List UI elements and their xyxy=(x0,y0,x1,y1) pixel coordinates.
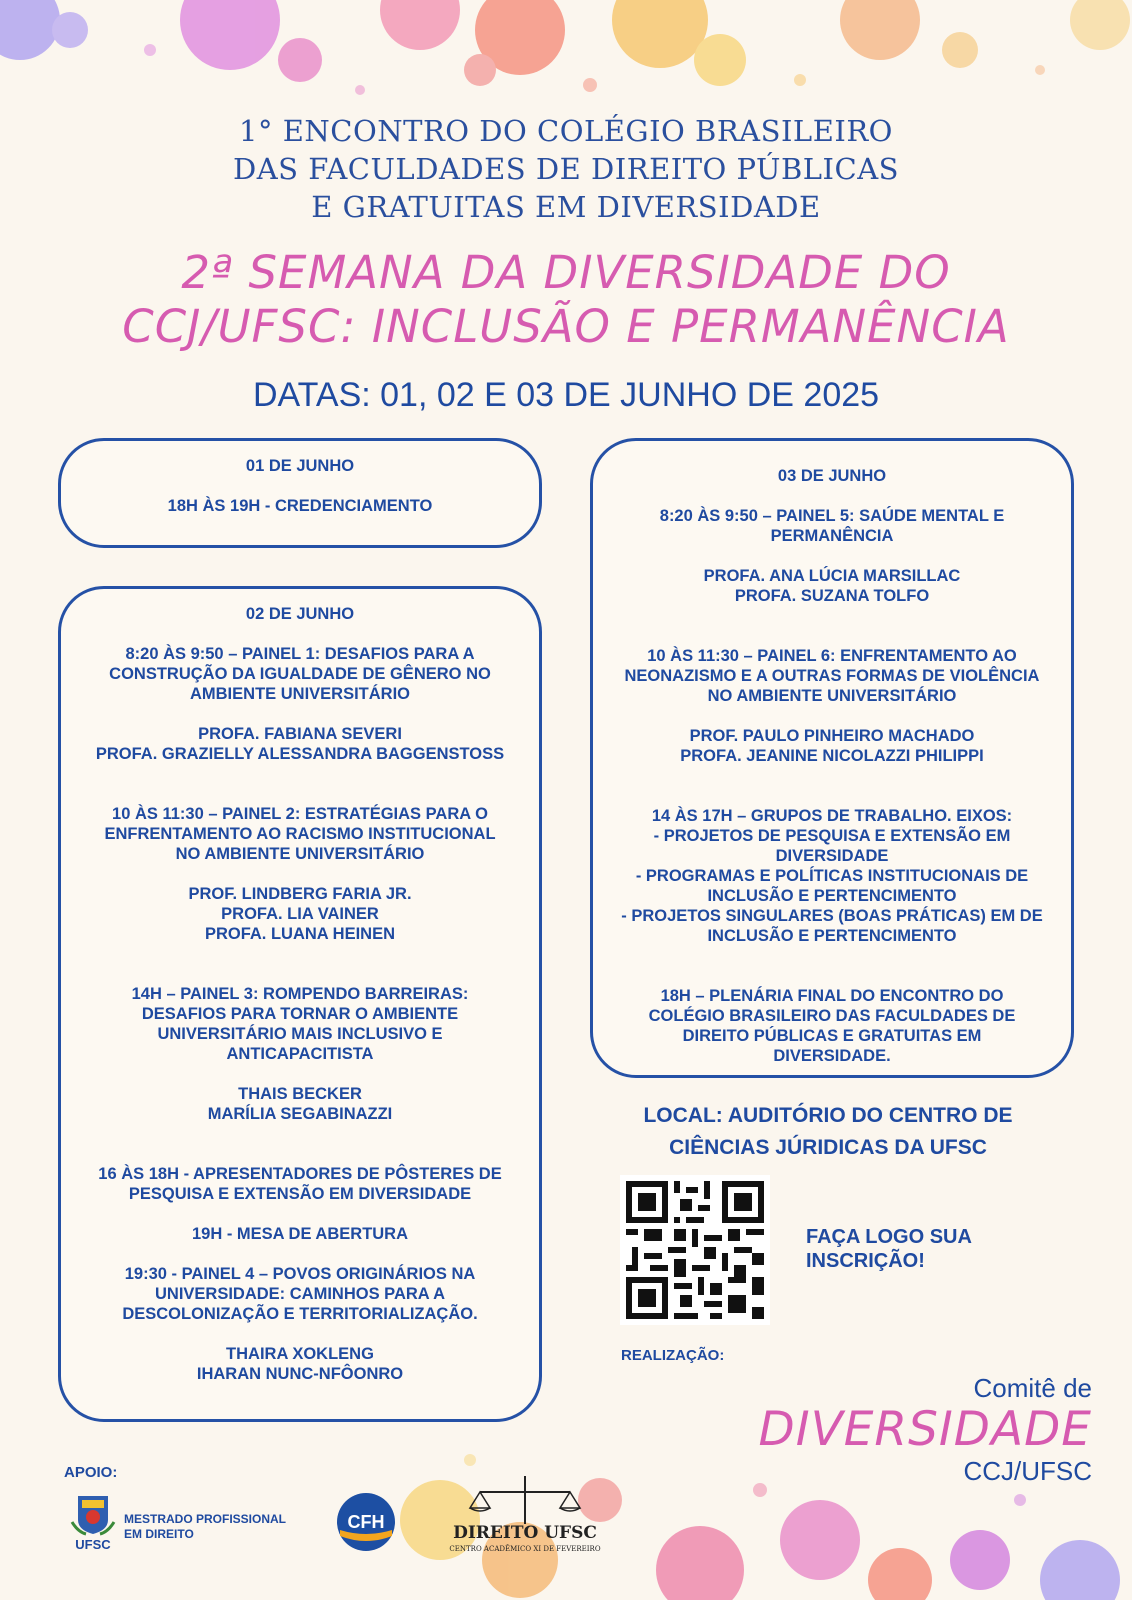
event-dates: DATAS: 01, 02 E 03 DE JUNHO DE 2025 xyxy=(252,376,880,414)
panel-line: - PROJETOS SINGULARES (BOAS PRÁTICAS) EM DE xyxy=(621,907,1043,925)
speaker: PROFA. SUZANA TOLFO xyxy=(734,587,930,605)
day-title: 02 DE JUNHO xyxy=(245,605,355,623)
speaker: PROF. LINDBERG FARIA JR. xyxy=(188,885,412,903)
panel-line: DIREITO PÚBLICAS E GRATUITAS EM xyxy=(682,1027,982,1045)
posters-session xyxy=(61,1164,539,1204)
panel-5-speakers xyxy=(593,566,1071,606)
panel-line: 8:20 ÀS 9:50 – PAINEL 1: DESAFIOS PARA A xyxy=(125,645,475,663)
panel-3-speakers xyxy=(61,1084,539,1124)
schedule-item: 18H ÀS 19H - CREDENCIAMENTO xyxy=(167,497,433,515)
panel-line: 14H – PAINEL 3: ROMPENDO BARREIRAS: xyxy=(131,985,469,1003)
speaker: MARÍLIA SEGABINAZZI xyxy=(207,1105,393,1123)
panel-line: ENFRENTAMENTO AO RACISMO INSTITUCIONAL xyxy=(104,825,496,843)
panel-6 xyxy=(593,646,1071,706)
panel-6-speakers xyxy=(593,726,1071,766)
panel-2 xyxy=(61,804,539,864)
subtitle-line: 2ª SEMANA DA DIVERSIDADE DO xyxy=(181,246,951,299)
direito-subtitle: CENTRO ACADÊMICO XI DE FEVEREIRO xyxy=(449,1545,601,1553)
panel-line: 18H – PLENÁRIA FINAL DO ENCONTRO DO xyxy=(660,987,1004,1005)
panel-4 xyxy=(61,1264,539,1324)
comite-diversidade-logo xyxy=(759,1373,1092,1487)
panel-line: ANTICAPACITISTA xyxy=(226,1045,374,1063)
working-groups xyxy=(593,806,1071,946)
event-main-title xyxy=(0,112,1132,226)
opening-session: 19H - MESA DE ABERTURA xyxy=(191,1225,409,1243)
cta-line: INSCRIÇÃO! xyxy=(806,1250,925,1272)
title-line: DAS FACULDADES DE DIREITO PÚBLICAS xyxy=(232,152,900,186)
subtitle-line: CCJ/UFSC: INCLUSÃO E PERMANÊNCIA xyxy=(122,300,1010,353)
cfh-logo xyxy=(336,1492,396,1552)
panel-5 xyxy=(593,506,1071,546)
panel-line: 14 ÀS 17H – GRUPOS DE TRABALHO. EIXOS: xyxy=(651,807,1013,825)
comite-line: Comitê de xyxy=(973,1373,1092,1403)
cta-line: FAÇA LOGO SUA xyxy=(806,1226,972,1248)
speaker: PROF. PAULO PINHEIRO MACHADO xyxy=(689,727,975,745)
ufsc-text: UFSC xyxy=(75,1537,111,1552)
panel-1 xyxy=(61,644,539,704)
speaker: THAIS BECKER xyxy=(238,1085,362,1103)
cfh-text: CFH xyxy=(347,1512,385,1532)
panel-line: - PROGRAMAS E POLÍTICAS INSTITUCIONAIS DE xyxy=(635,867,1029,885)
panel-line: DESCOLONIZAÇÃO E TERRITORIALIZAÇÃO. xyxy=(122,1305,478,1323)
speaker: THAIRA XOKLENG xyxy=(226,1345,374,1363)
panel-1-speakers xyxy=(61,724,539,764)
day3-schedule-box xyxy=(590,438,1074,1078)
registration-call-to-action xyxy=(806,1225,1006,1273)
panel-line: DESAFIOS PARA TORNAR O AMBIENTE xyxy=(141,1005,459,1023)
comite-wordmark: DIVERSIDADE xyxy=(758,1402,1092,1457)
panel-line: 8:20 ÀS 9:50 – PAINEL 5: SAÚDE MENTAL E xyxy=(659,507,1005,525)
organizer-label: REALIZAÇÃO: xyxy=(621,1347,725,1364)
panel-line: DIVERSIDADE xyxy=(775,847,889,865)
title-line: E GRATUITAS EM DIVERSIDADE xyxy=(311,190,821,224)
direito-title: DIREITO UFSC xyxy=(453,1523,597,1543)
speaker: PROFA. JEANINE NICOLAZZI PHILIPPI xyxy=(680,747,984,765)
speaker: PROFA. FABIANA SEVERI xyxy=(198,725,402,743)
panel-line: NO AMBIENTE UNIVERSITÁRIO xyxy=(707,687,957,705)
day-title: 01 DE JUNHO xyxy=(245,457,355,475)
mestrado-line: EM DIREITO xyxy=(124,1527,194,1541)
panel-line: CONSTRUÇÃO DA IGUALDADE DE GÊNERO NO xyxy=(109,665,491,683)
panel-line: UNIVERSIDADE: CAMINHOS PARA A xyxy=(155,1285,445,1303)
event-location xyxy=(588,1100,1068,1164)
event-subtitle xyxy=(0,246,1132,354)
panel-line: 10 ÀS 11:30 – PAINEL 2: ESTRATÉGIAS PARA O xyxy=(112,805,488,823)
direito-ufsc-logo xyxy=(440,1472,610,1556)
speaker: IHARAN NUNC-NFÔONRO xyxy=(196,1365,404,1383)
panel-line: 10 ÀS 11:30 – PAINEL 6: ENFRENTAMENTO AO xyxy=(647,647,1017,665)
location-line: LOCAL: AUDITÓRIO DO CENTRO DE xyxy=(643,1104,1013,1127)
day2-schedule-box xyxy=(58,586,542,1422)
location-line: CIÊNCIAS JÚRIDICAS DA UFSC xyxy=(669,1136,987,1159)
panel-line: 19:30 - PAINEL 4 – POVOS ORIGINÁRIOS NA xyxy=(124,1265,476,1283)
panel-line: UNIVERSITÁRIO MAIS INCLUSIVO E xyxy=(157,1025,443,1043)
panel-line: DIVERSIDADE. xyxy=(773,1047,891,1065)
panel-line: COLÉGIO BRASILEIRO DAS FACULDADES DE xyxy=(648,1007,1016,1025)
comite-line: CCJ/UFSC xyxy=(963,1456,1092,1486)
panel-2-speakers xyxy=(61,884,539,944)
panel-line: INCLUSÃO E PERTENCIMENTO xyxy=(707,927,957,945)
speaker: PROFA. LIA VAINER xyxy=(221,905,379,923)
final-plenary xyxy=(593,986,1071,1066)
day1-schedule-box xyxy=(58,438,542,548)
speaker: PROFA. ANA LÚCIA MARSILLAC xyxy=(703,567,961,585)
panel-line: PERMANÊNCIA xyxy=(770,527,894,545)
support-label: APOIO: xyxy=(64,1464,118,1481)
panel-line: 16 ÀS 18H - APRESENTADORES DE PÔSTERES DE xyxy=(98,1165,502,1183)
ufsc-crest-logo xyxy=(68,1492,118,1552)
speaker: PROFA. GRAZIELLY ALESSANDRA BAGGENSTOSS xyxy=(95,745,505,763)
panel-3 xyxy=(61,984,539,1064)
registration-qr-code[interactable] xyxy=(620,1175,770,1325)
panel-line: NEONAZISMO E A OUTRAS FORMAS DE VIOLÊNCIA xyxy=(624,667,1040,685)
speaker: PROFA. LUANA HEINEN xyxy=(204,925,396,943)
panel-line: INCLUSÃO E PERTENCIMENTO xyxy=(707,887,957,905)
panel-line: AMBIENTE UNIVERSITÁRIO xyxy=(189,685,410,703)
mestrado-line: MESTRADO PROFISSIONAL xyxy=(124,1512,287,1526)
day-title: 03 DE JUNHO xyxy=(777,467,887,485)
panel-4-speakers xyxy=(61,1344,539,1384)
panel-line: - PROJETOS DE PESQUISA E EXTENSÃO EM xyxy=(653,827,1011,845)
panel-line: PESQUISA E EXTENSÃO EM DIVERSIDADE xyxy=(128,1185,472,1203)
panel-line: NO AMBIENTE UNIVERSITÁRIO xyxy=(175,845,425,863)
mestrado-logo-text xyxy=(124,1512,286,1542)
title-line: 1° ENCONTRO DO COLÉGIO BRASILEIRO xyxy=(239,114,893,148)
